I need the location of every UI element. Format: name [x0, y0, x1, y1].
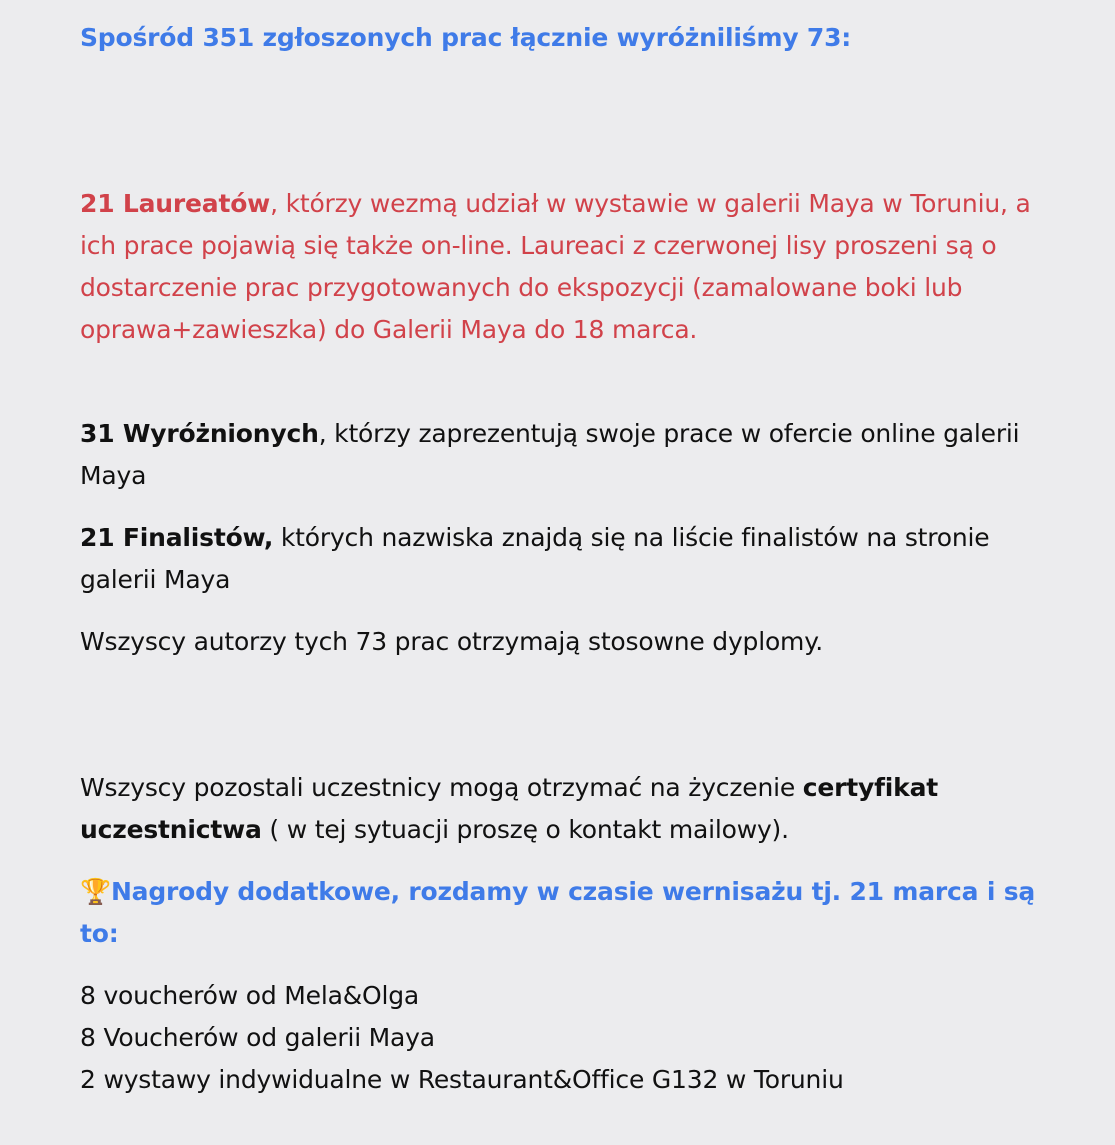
distinguished-count: 31 Wyróżnionych	[80, 419, 319, 448]
prizes-list	[80, 975, 1050, 1101]
distinguished-text: , którzy zaprezentują swoje prace w ofercie online galerii Maya	[80, 419, 1020, 490]
prize-item: 8 voucherów od Mela&Olga	[80, 981, 420, 1010]
finalists-count: 21 Finalistów,	[80, 523, 274, 552]
laureates-paragraph	[80, 183, 1050, 351]
prizes-heading	[80, 871, 1050, 955]
intro-heading: Spośród 351 zgłoszonych prac łącznie wyróżniliśmy 73:	[80, 23, 852, 52]
distinguished-paragraph	[80, 413, 1050, 497]
certificate-paragraph	[80, 767, 1050, 851]
prize-item: 8 Voucherów od galerii Maya	[80, 1023, 435, 1052]
laureates-count: 21 Laureatów	[80, 189, 271, 218]
certificate-text-before: Wszyscy pozostali uczestnicy mogą otrzymać na życzenie	[80, 773, 803, 802]
diplomas-paragraph: Wszyscy autorzy tych 73 prac otrzymają stosowne dyplomy.	[80, 627, 823, 656]
laureates-text: , którzy wezmą udział w wystawie w galerii Maya w Toruniu, a ich prace pojawią się także on-line. Laureaci z czerwonej lisy proszeni są o dostarczenie prac przygotowanych do ekspozycji (zamalowane boki lub oprawa+zawieszka) do Galerii Maya do 18 marca.	[80, 189, 1031, 344]
prizes-heading-text: Nagrody dodatkowe, rozdamy w czasie wernisażu tj. 21 marca i są to:	[80, 877, 1036, 948]
certificate-text-after: ( w tej sytuacji proszę o kontakt mailowy).	[261, 815, 789, 844]
certificate-strong: certyfikat uczestnictwa	[80, 773, 939, 844]
finalists-paragraph	[80, 517, 1050, 601]
finalists-text: których nazwiska znajdą się na liście finalistów na stronie galerii Maya	[80, 523, 990, 594]
prize-item: 2 wystawy indywidualne w Restaurant&Office G132 w Toruniu	[80, 1065, 844, 1094]
trophy-icon: 🏆	[80, 877, 111, 906]
